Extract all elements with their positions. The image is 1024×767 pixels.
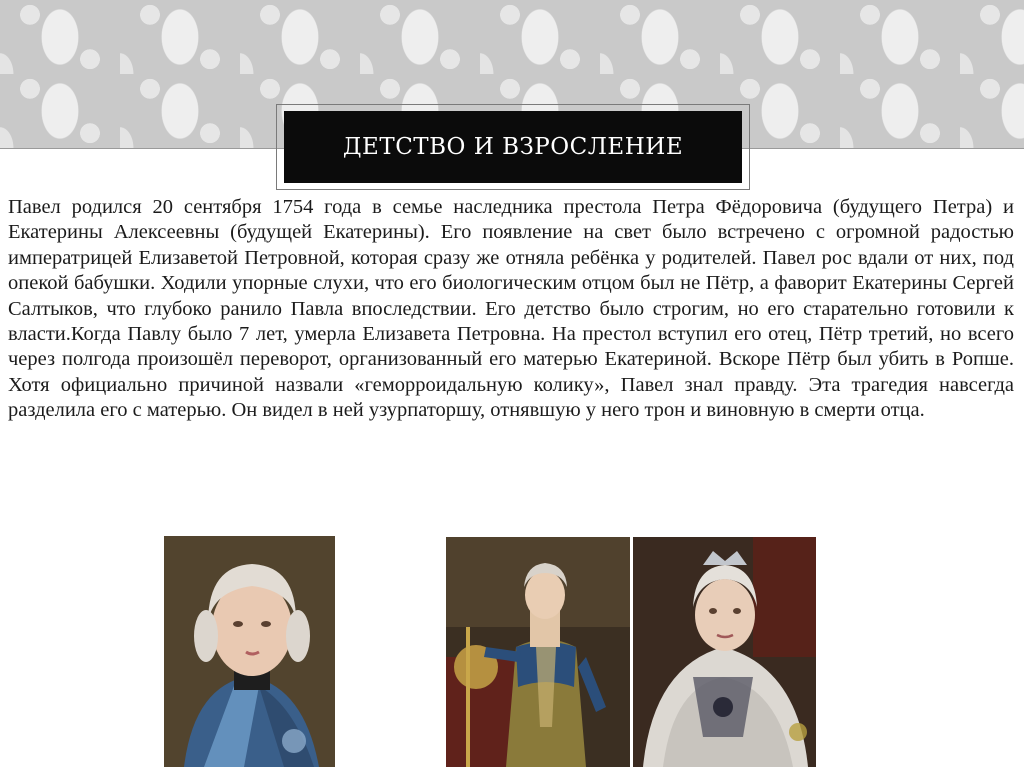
- slide-title: ДЕТСТВО И ВЗРОСЛЕНИЕ: [342, 134, 684, 160]
- portrait-ekaterina: [633, 537, 816, 767]
- title-box: [284, 111, 742, 183]
- portrait-pavel: [164, 536, 335, 767]
- portrait-petr: [446, 537, 630, 767]
- slide-body-text: Павел родился 20 сентября 1754 года в семье наследника престола Петра Фёдоровича (будущего Петра) и Екатерины Алексеевны (будущей Екатерины). Его появление на свет было встречено с огромной радостью императрицей Елизаветой Петровной, которая сразу же отняла ребёнка у родителей. Павел рос вдали от них, под опекой бабушки. Ходили упорные слухи, что его биологическим отцом был не Пётр, а фаворит Екатерины Сергей Салтыков, что глубоко ранило Павла впоследствии. Его детство было строгим, но его старательно готовили к власти.Когда Павлу было 7 лет, умерла Елизавета Петровна. На престол вступил его отец, Пётр третий, но всего через полгода произошёл переворот, организованный его матерью Екатериной. Вскоре Пётр был убить в Ропше. Хотя официально причиной назвали «геморроидальную колику», Павел знал правду. Эта трагедия навсегда разделила его с матерью. Он видел в ней узурпаторшу, отнявшую у него трон и виновную в смерти отца.: [8, 196, 1014, 422]
